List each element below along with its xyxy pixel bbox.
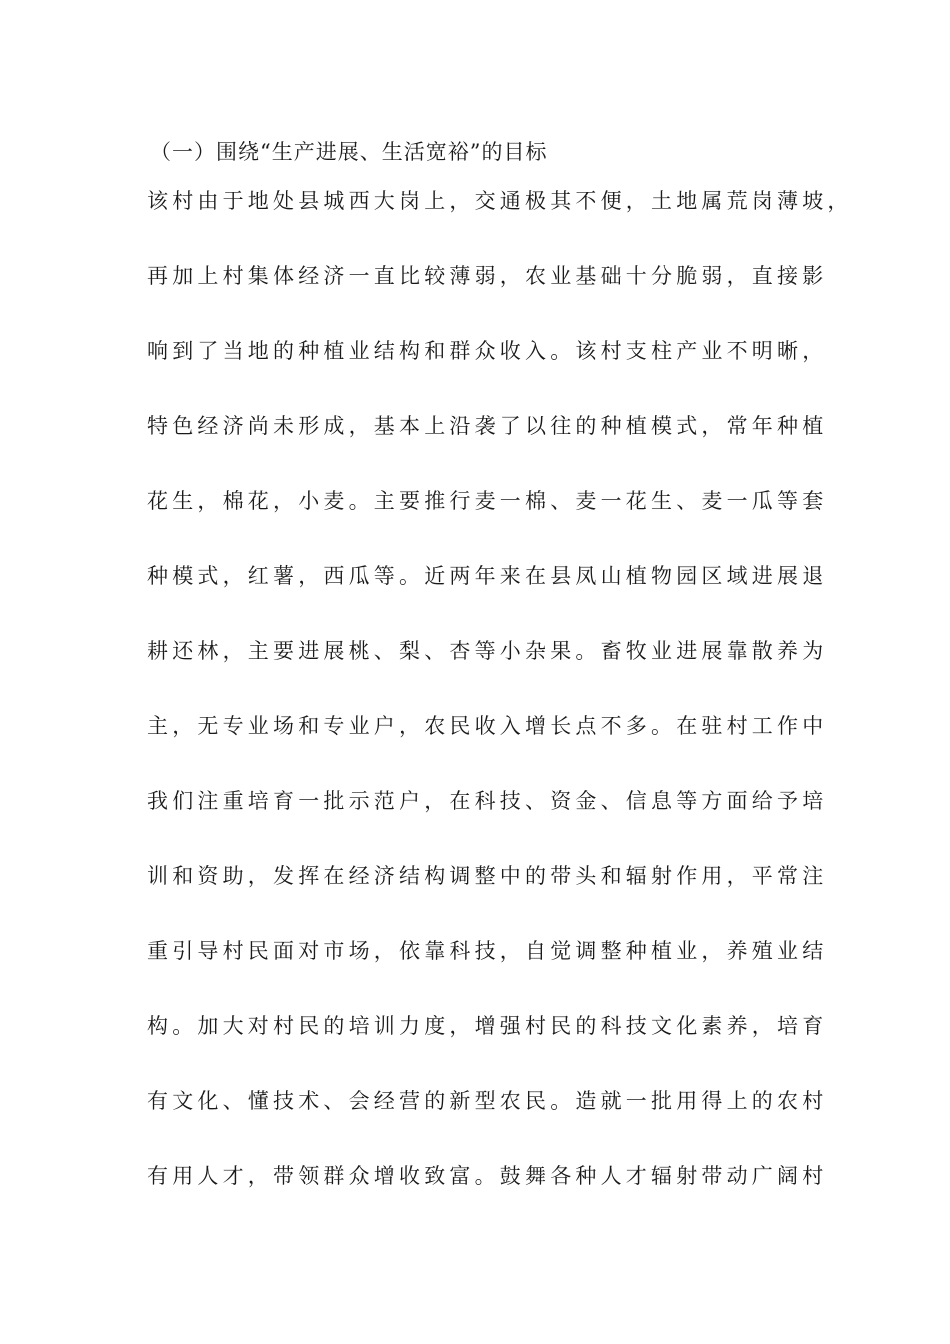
text-line: 构。加大对村民的培训力度，增强村民的科技文化素养，培育 [147, 1014, 828, 1038]
text-line: 该村由于地处县城西大岗上，交通极其不便，土地属荒岗薄坡， [147, 189, 853, 213]
text-line: 重引导村民面对市场，依靠科技，自觉调整种植业，养殖业结 [147, 939, 828, 963]
text-line: 种模式，红薯，西瓜等。近两年来在县凤山植物园区域进展退 [147, 564, 828, 588]
text-line: 花生，棉花，小麦。主要推行麦一棉、麦一花生、麦一瓜等套 [147, 489, 828, 513]
body-paragraph [147, 181, 853, 1231]
text-line: 我们注重培育一批示范户，在科技、资金、信息等方面给予培 [147, 789, 828, 813]
text-line: 特色经济尚未形成，基本上沿袭了以往的种植模式，常年种植 [147, 414, 828, 438]
text-line: 有文化、懂技术、会经营的新型农民。造就一批用得上的农村 [147, 1089, 828, 1113]
text-line: 主，无专业场和专业户，农民收入增长点不多。在驻村工作中 [147, 714, 828, 738]
text-line: 训和资助，发挥在经济结构调整中的带头和辐射作用，平常注 [147, 864, 828, 888]
text-line: 耕还林，主要进展桃、梨、杏等小杂果。畜牧业进展靠散养为 [147, 639, 828, 663]
section-heading: （一）围绕“生产进展、生活宽裕”的目标 [150, 140, 548, 164]
text-line: 再加上村集体经济一直比较薄弱，农业基础十分脆弱，直接影 [147, 264, 828, 288]
text-line: 有用人才，带领群众增收致富。鼓舞各种人才辐射带动广阔村 [147, 1164, 828, 1188]
text-line: 响到了当地的种植业结构和群众收入。该村支柱产业不明晰， [147, 339, 828, 363]
